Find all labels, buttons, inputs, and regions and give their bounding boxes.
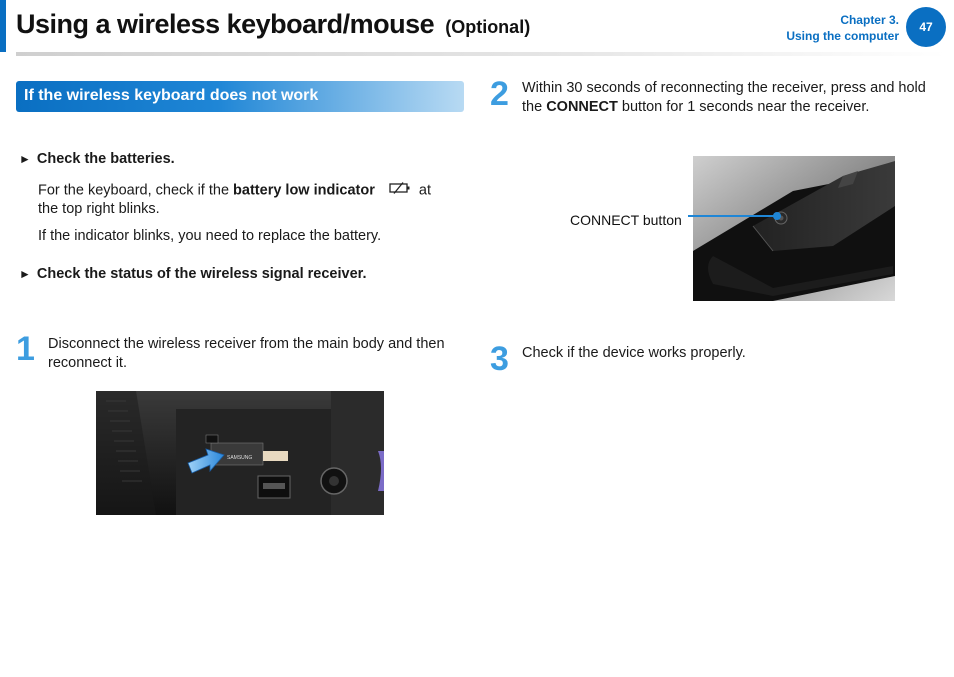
step-1-text: Disconnect the wireless receiver from the main body and then reconnect it. xyxy=(48,336,445,371)
header-accent-bar xyxy=(0,0,6,52)
step-3-number: 3 xyxy=(490,340,509,378)
chapter-title: Using the computer xyxy=(786,29,899,43)
samsung-logo: SAMSUNG xyxy=(227,455,253,461)
check-batteries-label: Check the batteries. xyxy=(36,151,175,167)
check-receiver xyxy=(19,266,367,282)
battery-text-line2: the top right blinks. xyxy=(38,201,160,218)
receiver-insertion-photo xyxy=(96,391,384,515)
step-2-text-pre: Within 30 seconds of reconnecting the receiver, press and hold the xyxy=(522,80,926,115)
page-title-suffix: (Optional) xyxy=(445,17,531,37)
chapter-label[interactable] xyxy=(786,12,899,44)
battery-paragraph xyxy=(38,181,458,219)
header-divider xyxy=(16,52,946,56)
step-3-text: Check if the device works properly. xyxy=(522,345,746,361)
page-title xyxy=(16,9,530,40)
page-number-badge: 47 xyxy=(906,7,946,47)
callout-leader-dot xyxy=(773,212,781,220)
battery-text-bold: battery low indicator xyxy=(233,182,375,199)
check-receiver-label: Check the status of the wireless signal receiver. xyxy=(36,266,367,282)
page-title-text: Using a wireless keyboard/mouse xyxy=(16,9,435,39)
triangle-bullet-icon: ► xyxy=(19,152,31,166)
battery-text-post: at xyxy=(414,182,432,199)
step-2-text-bold: CONNECT xyxy=(546,99,618,115)
check-batteries xyxy=(19,151,175,167)
triangle-bullet-icon: ► xyxy=(19,267,31,281)
connect-button-photo xyxy=(693,156,895,301)
step-1-number: 1 xyxy=(16,330,35,368)
connect-button-callout: CONNECT button xyxy=(570,212,682,228)
callout-leader-line xyxy=(688,215,780,217)
battery-text-pre: For the keyboard, check if the xyxy=(38,182,234,199)
step-2-text xyxy=(522,79,932,117)
section-heading-text: If the wireless keyboard does not work xyxy=(24,87,319,104)
step-2-text-post: button for 1 seconds near the receiver. xyxy=(617,99,870,115)
chapter-number: Chapter 3. xyxy=(840,13,899,27)
battery-low-icon xyxy=(389,181,411,200)
step-2-number: 2 xyxy=(490,75,509,113)
section-heading xyxy=(16,81,464,112)
battery-replace-note: If the indicator blinks, you need to replace the battery. xyxy=(38,228,382,244)
